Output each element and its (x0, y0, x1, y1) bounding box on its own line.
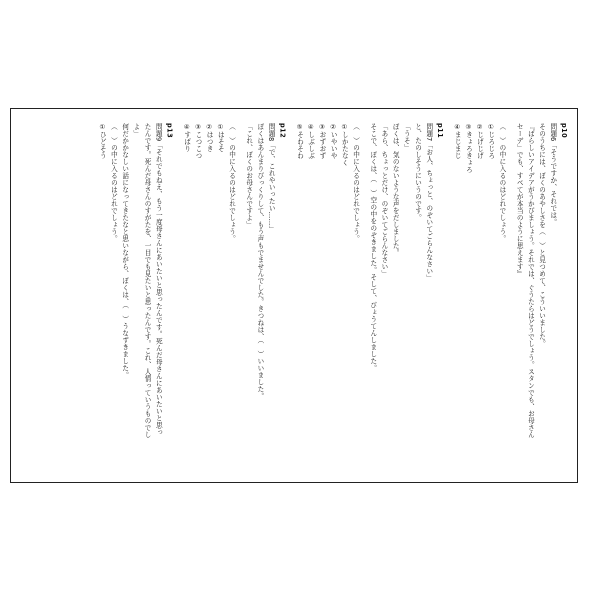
question-8-line: 問題8「で、これやいったい……」 (267, 123, 276, 233)
answer-choice: ①はそそ (216, 123, 225, 153)
text-line: たんです。死んだ母さんのすがたを、一目でも見たいと思ったんです。これ、人情っていうものでし (143, 123, 152, 438)
text-line: ぼくはあんまりびっくりして、もう声もでませんでした。きつねは、（ ）いいました。 (255, 123, 264, 400)
answer-choice: ⑤そわそわ (295, 123, 304, 160)
answer-choice: ②はつき (205, 123, 214, 153)
question-prompt: （ ）の中に入るのはどれでしょう。 (227, 123, 236, 242)
text-line: ぼくは、気のないような声をだしました。 (391, 123, 400, 256)
question-prompt: （ ）の中に入るのはどれでしょう。 (109, 123, 118, 242)
page-marker-p10: p10 (560, 123, 568, 139)
text-line: 何だかかなしい話になってきたなと思いながら、ぼくは、（ ）うなずきました。 (120, 123, 129, 379)
page-marker-p13: p13 (165, 123, 174, 139)
vertical-text-body (19, 123, 569, 476)
answer-choice: ①ひどそう (98, 123, 107, 160)
text-line: 「うそ」 (402, 123, 411, 151)
answer-choice: ③おずおず (317, 123, 326, 160)
question-6-line: 問題6「そうですか、それでは。 (548, 123, 557, 226)
question-prompt: （ ）の中に入るのはどれでしょう。 (351, 123, 360, 242)
text-line: そこで、ぼくは、（ ）空の中をのぞきました。そして、びょうてんしました。 (368, 123, 377, 372)
text-line: よ」 (131, 123, 140, 137)
answer-choice: ③きょろきょろ (464, 123, 473, 174)
question-7-line: 問題7「お人、ちょっと、のぞいてごらんなさい」 (424, 123, 433, 282)
question-9-line: 問題9「それでもねえ、もう一度母さんにあいたいと思ったんです。死んだ母さんにあいたいと思っ (154, 123, 163, 436)
answer-choice: ②いやいや (329, 123, 338, 160)
text-line: そのうちには、ぼくのあやしさを（ ）と見つめて、こういいました。 (537, 123, 546, 347)
page-marker-p11: p11 (435, 123, 444, 139)
page-marker-p12: p12 (278, 123, 287, 139)
answer-choice: ①しかたなく (340, 123, 349, 167)
text-line: セーデ」でも、すべてが本当のように思えます』 (515, 123, 524, 277)
answer-choice: ④まじまじ (453, 123, 462, 160)
answer-choice: ④しぶしぶ (306, 123, 315, 160)
worksheet-page (10, 108, 578, 483)
text-line: 『ばらしいアイデアがうかびましょう。それでは、ぐうたらはどうでしょう。スタンでも、お母さん (526, 123, 535, 438)
text-line: と、たのしそうにいうのです。 (413, 123, 422, 221)
text-line: 「これ、ぼくのお母さんですよ」 (244, 123, 253, 228)
answer-choice: ①じろじろ (486, 123, 495, 160)
question-prompt: （ ）の中に入るのはどれでしょう。 (497, 123, 506, 242)
answer-choice: ④すばり (182, 123, 191, 153)
text-line: 「あら、ちょっとだけ、のぞいてごらんなさい」 (379, 123, 388, 277)
answer-choice: ②じげじげ (475, 123, 484, 160)
answer-choice: ③こつこつ (193, 123, 202, 160)
